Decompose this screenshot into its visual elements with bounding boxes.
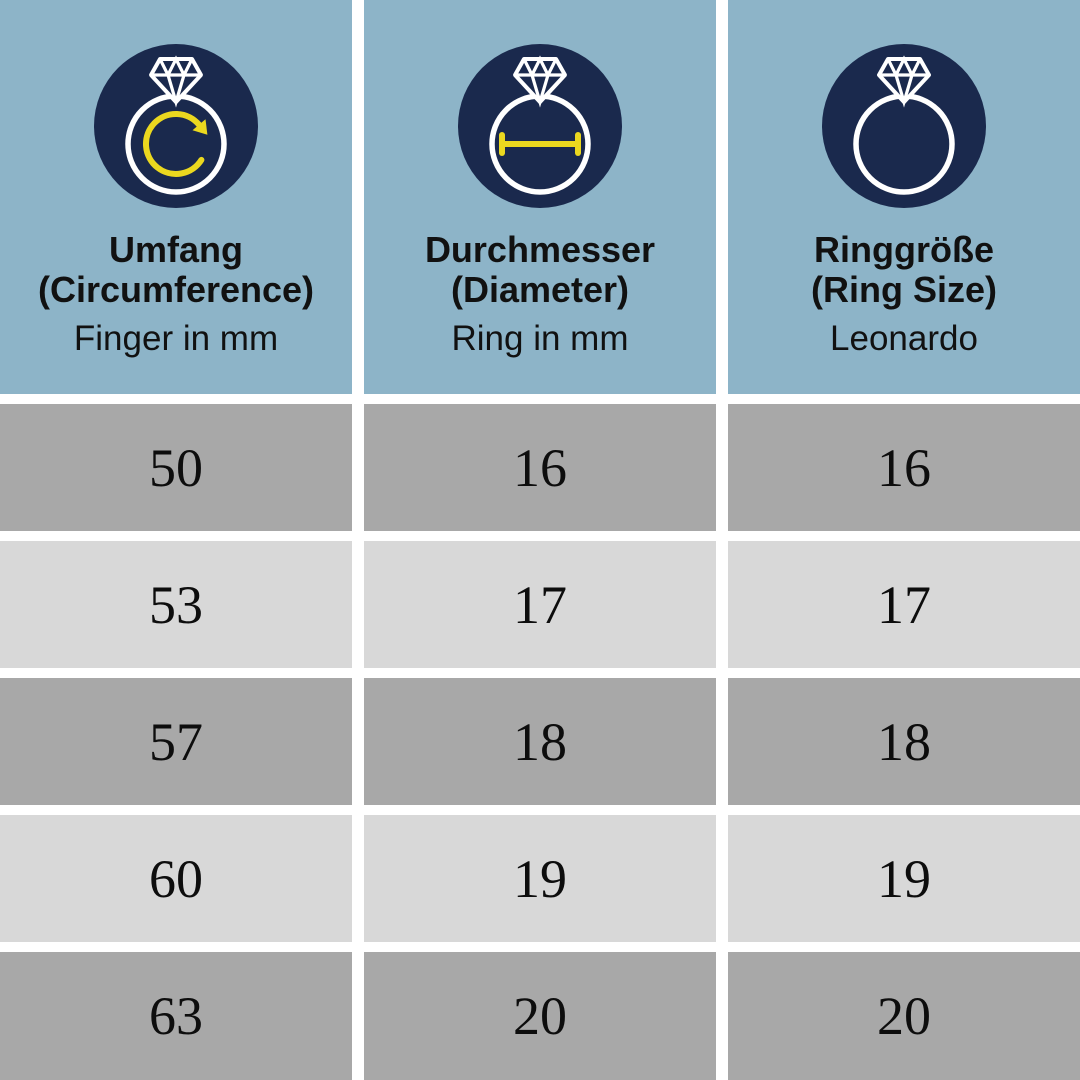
table-cell: 16	[728, 404, 1080, 531]
column-title: Durchmesser	[424, 229, 656, 270]
ring-circumference-icon	[94, 44, 258, 208]
table-cell: 16	[364, 404, 716, 531]
table-cell: 19	[364, 815, 716, 942]
column-title: Umfang	[109, 229, 243, 270]
ring-diameter-icon-svg	[458, 44, 622, 208]
table-cell: 17	[728, 541, 1080, 668]
table-cell: 20	[364, 952, 716, 1080]
table-cell: 19	[728, 815, 1080, 942]
table-cell: 18	[728, 678, 1080, 805]
table-cell: 18	[364, 678, 716, 805]
table-cell: 20	[728, 952, 1080, 1080]
column-subtitle: (Diameter)	[450, 269, 630, 310]
table-cell: 50	[0, 404, 352, 531]
ring-circumference-icon-svg	[94, 44, 258, 208]
column-unit: Finger in mm	[73, 319, 279, 358]
column-header-circumference	[0, 0, 352, 394]
ring-plain-icon	[822, 44, 986, 208]
table-cell: 53	[0, 541, 352, 668]
ring-plain-icon-svg	[822, 44, 986, 208]
table-cell: 57	[0, 678, 352, 805]
table-cell: 17	[364, 541, 716, 668]
column-subtitle: (Ring Size)	[811, 269, 997, 310]
column-header-ringsize	[728, 0, 1080, 394]
column-header-diameter	[364, 0, 716, 394]
table-cell: 63	[0, 952, 352, 1080]
table-cell: 60	[0, 815, 352, 942]
column-title: Ringgröße	[814, 229, 994, 270]
column-unit: Leonardo	[830, 319, 978, 358]
column-unit: Ring in mm	[451, 319, 629, 358]
column-subtitle: (Circumference)	[37, 269, 315, 310]
ring-diameter-icon	[458, 44, 622, 208]
